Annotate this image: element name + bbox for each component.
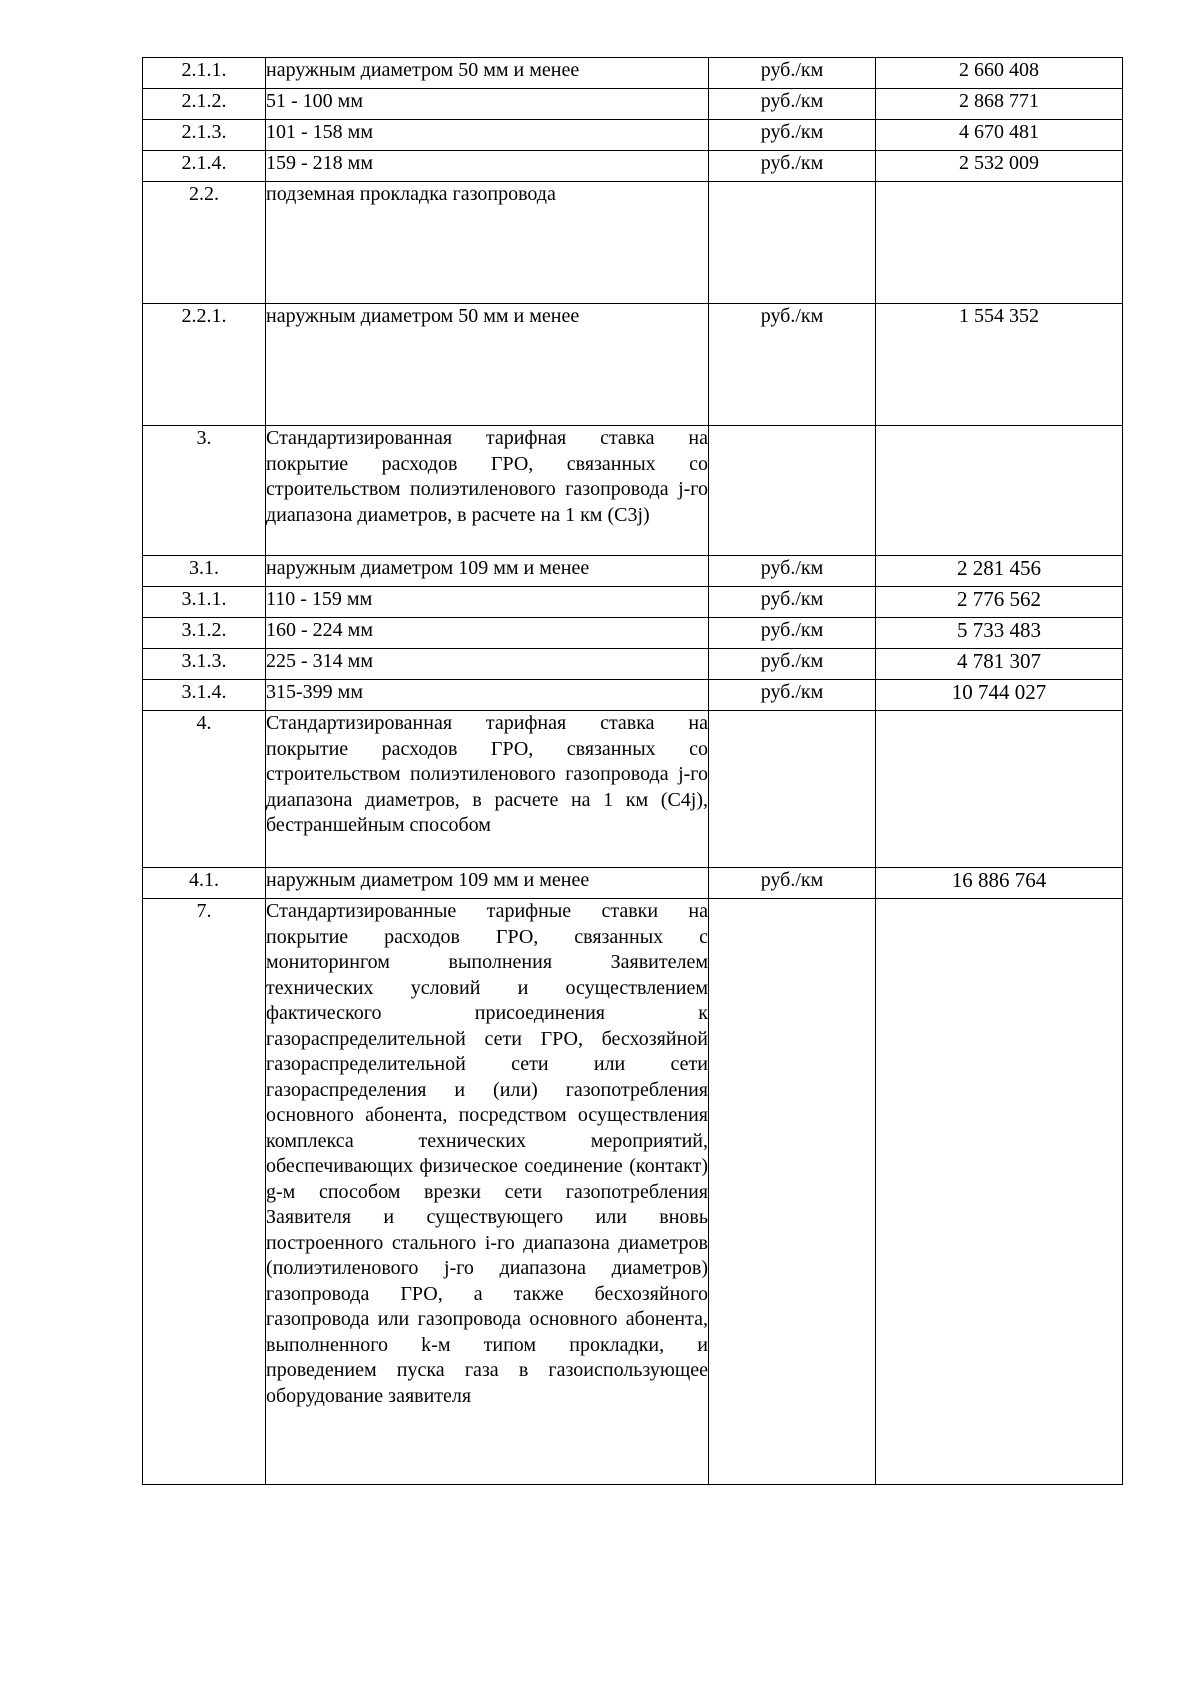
table-row: [143, 899, 1123, 1485]
row-value: 2 776 562: [876, 587, 1123, 618]
row-description: 160 - 224 мм: [266, 618, 709, 649]
row-value: [876, 426, 1123, 556]
row-value: 5 733 483: [876, 618, 1123, 649]
table-row: [143, 304, 1123, 426]
row-description: 51 - 100 мм: [266, 89, 709, 120]
row-unit: руб./км: [709, 89, 876, 120]
row-number: 2.1.1.: [143, 58, 266, 89]
row-unit: руб./км: [709, 868, 876, 899]
table-row: [143, 587, 1123, 618]
row-description: 159 - 218 мм: [266, 151, 709, 182]
row-value: 2 868 771: [876, 89, 1123, 120]
table-row: [143, 426, 1123, 556]
row-number: 3.1.3.: [143, 649, 266, 680]
row-number: 3.1.1.: [143, 587, 266, 618]
tariff-table: [142, 57, 1123, 1485]
row-number: 3.1.4.: [143, 680, 266, 711]
table-row: [143, 120, 1123, 151]
row-value: 16 886 764: [876, 868, 1123, 899]
row-value: [876, 711, 1123, 868]
row-unit: руб./км: [709, 120, 876, 151]
table-row: [143, 711, 1123, 868]
row-value: 2 281 456: [876, 556, 1123, 587]
row-value: 10 744 027: [876, 680, 1123, 711]
row-description: наружным диаметром 50 мм и менее: [266, 304, 709, 426]
row-description: 101 - 158 мм: [266, 120, 709, 151]
table-row: [143, 868, 1123, 899]
row-number: 3.: [143, 426, 266, 556]
row-unit: руб./км: [709, 649, 876, 680]
row-number: 2.1.2.: [143, 89, 266, 120]
row-unit: [709, 182, 876, 304]
row-number: 2.2.: [143, 182, 266, 304]
row-description: 225 - 314 мм: [266, 649, 709, 680]
table-row: [143, 556, 1123, 587]
table-row: [143, 649, 1123, 680]
row-description: подземная прокладка газопровода: [266, 182, 709, 304]
row-number: 2.1.3.: [143, 120, 266, 151]
row-description: Стандартизированная тарифная ставка на покрытие расходов ГРО, связанных со строительством полиэтиленового газопровода j-го диапазона диаметров, в расчете на 1 км (С3j): [266, 426, 709, 556]
row-value: 4 781 307: [876, 649, 1123, 680]
row-description: Стандартизированные тарифные ставки на покрытие расходов ГРО, связанных с мониторингом выполнения Заявителем технических условий и осуществлением фактического присоединения к газораспределительной сети ГРО, бесхозяйной газораспределительной сети или сети газораспределения и (или) газопотребления основного абонента, посредством осуществления комплекса технических мероприятий, обеспечивающих физическое соединение (контакт) g-м способом врезки сети газопотребления Заявителя и существующего или вновь построенного стального i-го диапазона диаметров (полиэтиленового j-го диапазона диаметров) газопровода ГРО, а также бесхозяйного газопровода или газопровода основного абонента, выполненного k-м типом прокладки, и проведением пуска газа в газоиспользующее оборудование заявителя: [266, 899, 709, 1485]
table-row: [143, 680, 1123, 711]
row-description: Стандартизированная тарифная ставка на покрытие расходов ГРО, связанных со строительством полиэтиленового газопровода j-го диапазона диаметров, в расчете на 1 км (С4j), бестраншейным способом: [266, 711, 709, 868]
row-unit: руб./км: [709, 304, 876, 426]
row-value: 2 660 408: [876, 58, 1123, 89]
row-unit: руб./км: [709, 58, 876, 89]
row-number: 3.1.2.: [143, 618, 266, 649]
row-unit: [709, 426, 876, 556]
table-row: [143, 618, 1123, 649]
row-value: [876, 182, 1123, 304]
row-number: 3.1.: [143, 556, 266, 587]
table-row: [143, 151, 1123, 182]
row-unit: руб./км: [709, 151, 876, 182]
row-number: 7.: [143, 899, 266, 1485]
row-unit: [709, 899, 876, 1485]
row-unit: руб./км: [709, 556, 876, 587]
row-number: 4.1.: [143, 868, 266, 899]
row-description: 315-399 мм: [266, 680, 709, 711]
table-row: [143, 89, 1123, 120]
row-unit: [709, 711, 876, 868]
row-value: 1 554 352: [876, 304, 1123, 426]
row-unit: руб./км: [709, 587, 876, 618]
table-row: [143, 182, 1123, 304]
row-unit: руб./км: [709, 680, 876, 711]
row-description: наружным диаметром 50 мм и менее: [266, 58, 709, 89]
row-unit: руб./км: [709, 618, 876, 649]
row-description: наружным диаметром 109 мм и менее: [266, 868, 709, 899]
row-description: наружным диаметром 109 мм и менее: [266, 556, 709, 587]
row-number: 2.1.4.: [143, 151, 266, 182]
row-description: 110 - 159 мм: [266, 587, 709, 618]
row-value: 2 532 009: [876, 151, 1123, 182]
row-value: [876, 899, 1123, 1485]
row-number: 2.2.1.: [143, 304, 266, 426]
row-number: 4.: [143, 711, 266, 868]
table-row: [143, 58, 1123, 89]
row-value: 4 670 481: [876, 120, 1123, 151]
